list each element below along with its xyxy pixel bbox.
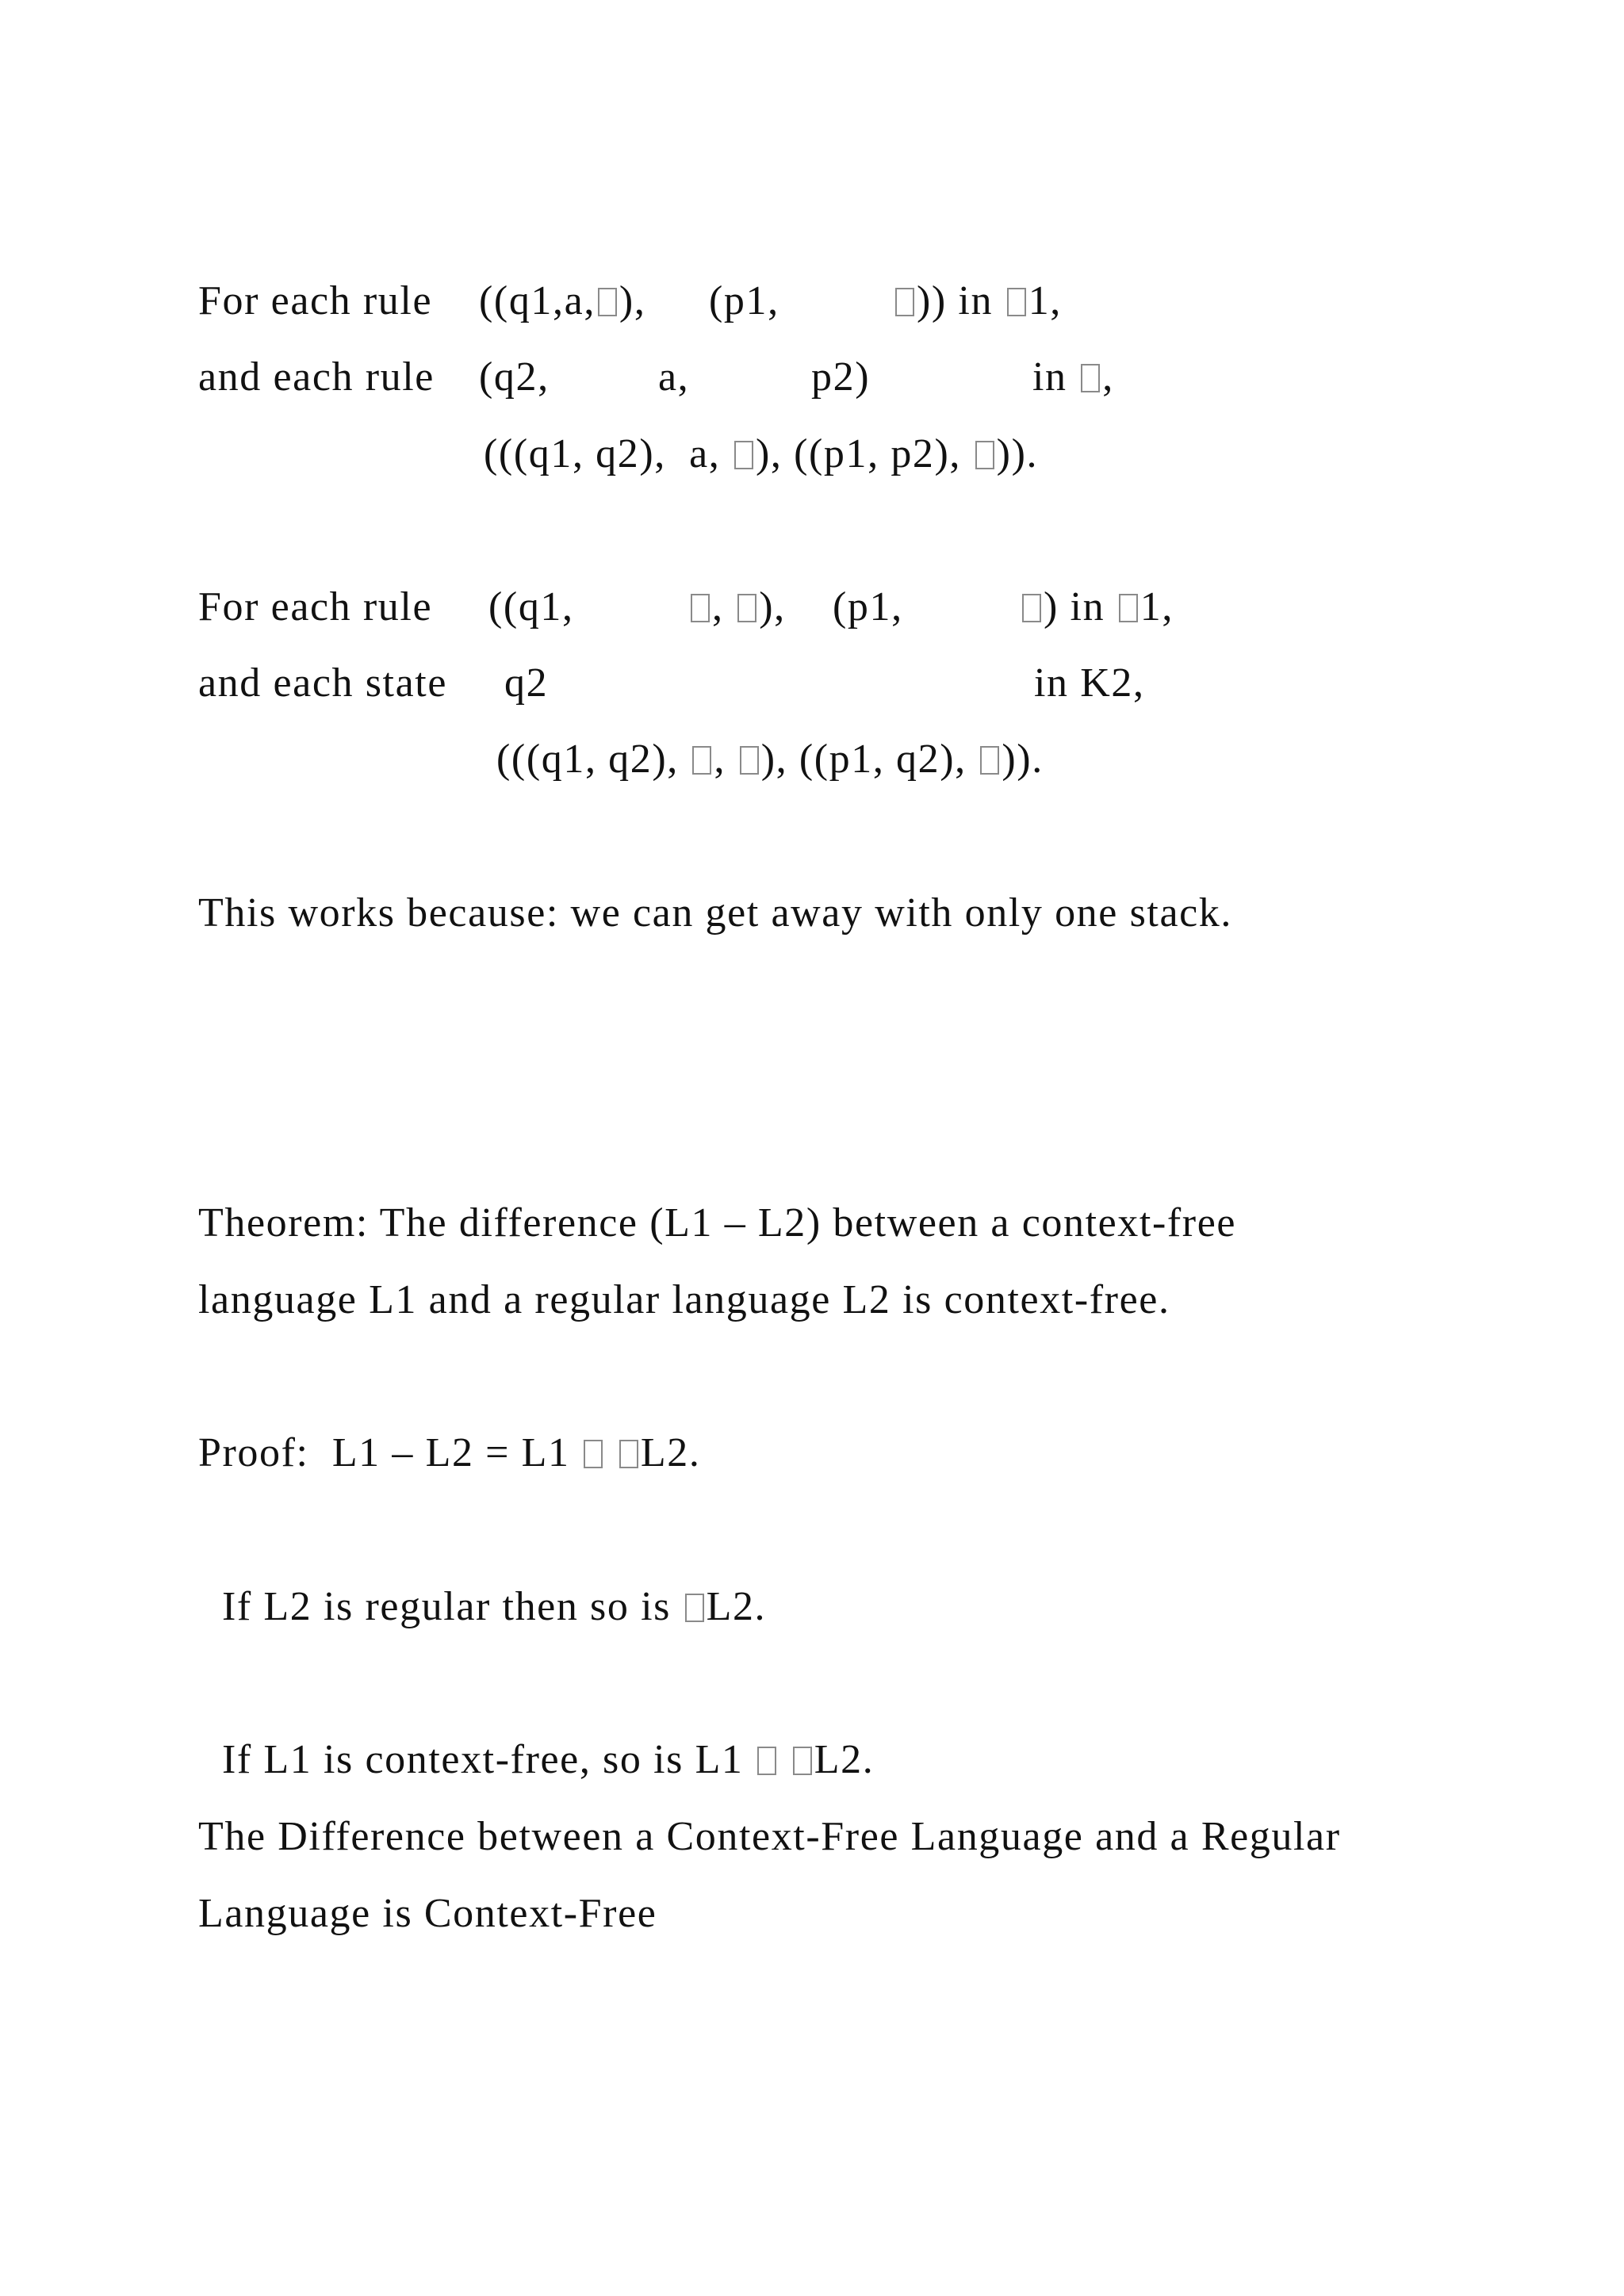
lead-text: and each state [198, 660, 448, 706]
missing-glyph-icon [619, 1440, 638, 1468]
lead-text: For each rule [198, 278, 433, 323]
missing-glyph-icon [975, 441, 994, 469]
missing-glyph-icon [1022, 594, 1041, 622]
missing-glyph-icon [1007, 288, 1026, 316]
missing-glyph-icon [737, 594, 756, 622]
rule-line-2: and each rule (q2, a, p2) in , [198, 354, 1114, 400]
section-heading-line-2: Language is Context-Free [198, 1891, 657, 1936]
missing-glyph-icon [895, 288, 914, 316]
rule-tuple: ((q1,a, ), [479, 278, 646, 323]
missing-glyph-icon [740, 746, 759, 775]
missing-glyph-icon [584, 1440, 603, 1468]
missing-glyph-icon [685, 1594, 704, 1622]
missing-glyph-icon [793, 1747, 812, 1775]
proof-step-1: If L2 is regular then so is L2. [222, 1584, 767, 1629]
in-delta: in , [1032, 354, 1114, 400]
theorem-line-1: Theorem: The difference (L1 – L2) between a context-free [198, 1200, 1237, 1246]
section-heading-line-1: The Difference between a Context-Free Language and a Regular [198, 1814, 1341, 1859]
missing-glyph-icon [1119, 594, 1138, 622]
eps-pair: , ), [688, 584, 786, 631]
rule-tuple-end: ) in 1, [1020, 584, 1174, 631]
new-rule: (((q1, q2), a, ), ((p1, p2), )). [484, 431, 1039, 476]
rule-tuple-p1: (p1, [709, 278, 779, 323]
missing-glyph-icon [598, 288, 617, 316]
missing-glyph-icon [1081, 364, 1100, 392]
proof-label: Proof: [198, 1430, 309, 1475]
theorem-line-2: language L1 and a regular language L2 is context-free. [198, 1277, 1170, 1322]
rule-line-1 [198, 277, 1062, 325]
missing-glyph-icon [691, 594, 710, 622]
missing-glyph-icon [734, 441, 753, 469]
lead-text: For each rule [198, 584, 433, 629]
missing-glyph-icon [692, 746, 711, 775]
missing-glyph-icon [757, 1747, 776, 1775]
proof-line: Proof: L1 – L2 = L1 L2. [198, 1430, 701, 1475]
works-line: This works because: we can get away with only one stack. [198, 890, 1233, 936]
new-rule: (((q1, q2), , ), ((p1, q2), )). [496, 737, 1044, 782]
missing-glyph-icon [980, 746, 999, 775]
rule-tuple-end: )) in 1, [893, 277, 1062, 325]
rule-line-4: For each rule ((q1, , ), (p1, ) in 1, [198, 584, 1174, 629]
proof-step-2: If L1 is context-free, so is L1 L2. [222, 1737, 875, 1782]
rule-line-5: and each state q2 in K2, [198, 660, 1145, 706]
lead-text: and each rule [198, 354, 435, 400]
